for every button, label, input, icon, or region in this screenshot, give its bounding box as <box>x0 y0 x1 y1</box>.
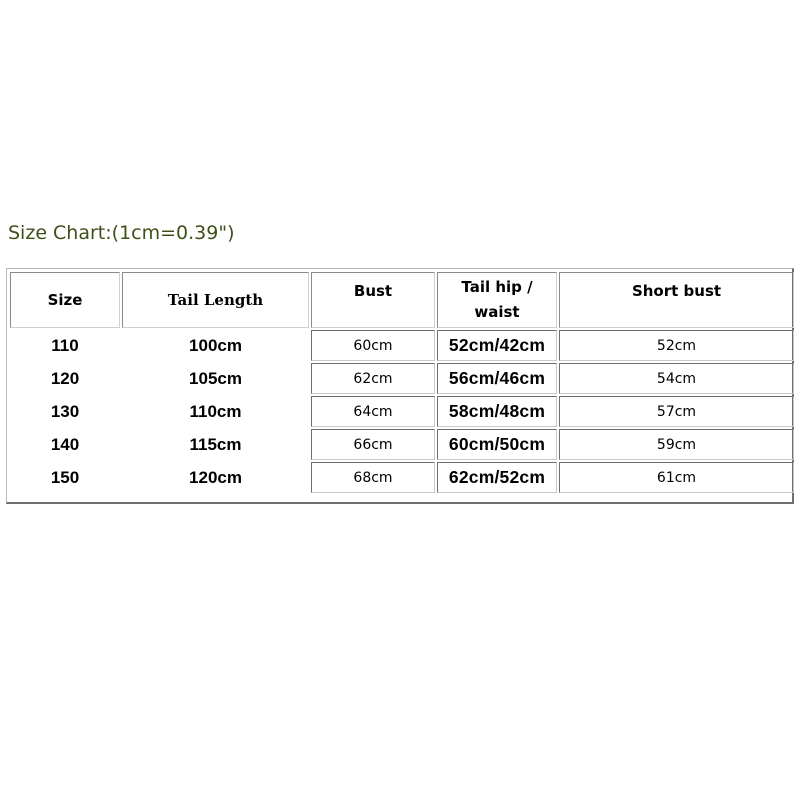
cell-tail-length: 115cm <box>189 434 242 454</box>
table-row <box>10 363 794 394</box>
cell-short-bust: 52cm <box>559 330 794 361</box>
table-row <box>10 330 794 361</box>
cell-short-bust: 59cm <box>559 429 794 460</box>
cell-tail-hip-waist: 62cm/52cm <box>437 462 557 493</box>
table-row <box>10 396 794 427</box>
table-row <box>10 429 794 460</box>
cell-tail-length: 105cm <box>189 368 242 388</box>
table-header-row <box>10 272 794 328</box>
cell-size: 150 <box>50 467 80 487</box>
cell-tail-length: 110cm <box>189 401 242 421</box>
cell-bust: 64cm <box>311 396 435 427</box>
cell-short-bust: 54cm <box>559 363 794 394</box>
cell-tail-hip-waist: 60cm/50cm <box>437 429 557 460</box>
cell-size: 120 <box>50 368 80 388</box>
cell-size: 140 <box>50 434 80 454</box>
size-chart-table <box>6 268 794 504</box>
header-short-bust: Short bust <box>559 272 794 328</box>
cell-tail-hip-waist: 58cm/48cm <box>437 396 557 427</box>
cell-bust: 68cm <box>311 462 435 493</box>
cell-bust: 62cm <box>311 363 435 394</box>
page-title: Size Chart:(1cm=0.39") <box>8 222 235 244</box>
header-size: Size <box>10 272 120 328</box>
cell-bust: 66cm <box>311 429 435 460</box>
table-row <box>10 462 794 493</box>
header-tail-hip-line1: Tail hip / <box>461 278 533 296</box>
cell-short-bust: 61cm <box>559 462 794 493</box>
header-bust: Bust <box>311 272 435 328</box>
cell-bust: 60cm <box>311 330 435 361</box>
size-table <box>8 270 796 495</box>
cell-tail-hip-waist: 52cm/42cm <box>437 330 557 361</box>
cell-tail-length: 100cm <box>189 335 242 355</box>
cell-short-bust: 57cm <box>559 396 794 427</box>
header-tail-hip-line2: waist <box>474 303 520 321</box>
header-tail-hip-waist <box>437 272 557 328</box>
cell-tail-hip-waist: 56cm/46cm <box>437 363 557 394</box>
header-tail-length: Tail Length <box>122 272 309 328</box>
cell-tail-length: 120cm <box>189 467 242 487</box>
cell-size: 130 <box>50 401 80 421</box>
cell-size: 110 <box>51 335 79 355</box>
